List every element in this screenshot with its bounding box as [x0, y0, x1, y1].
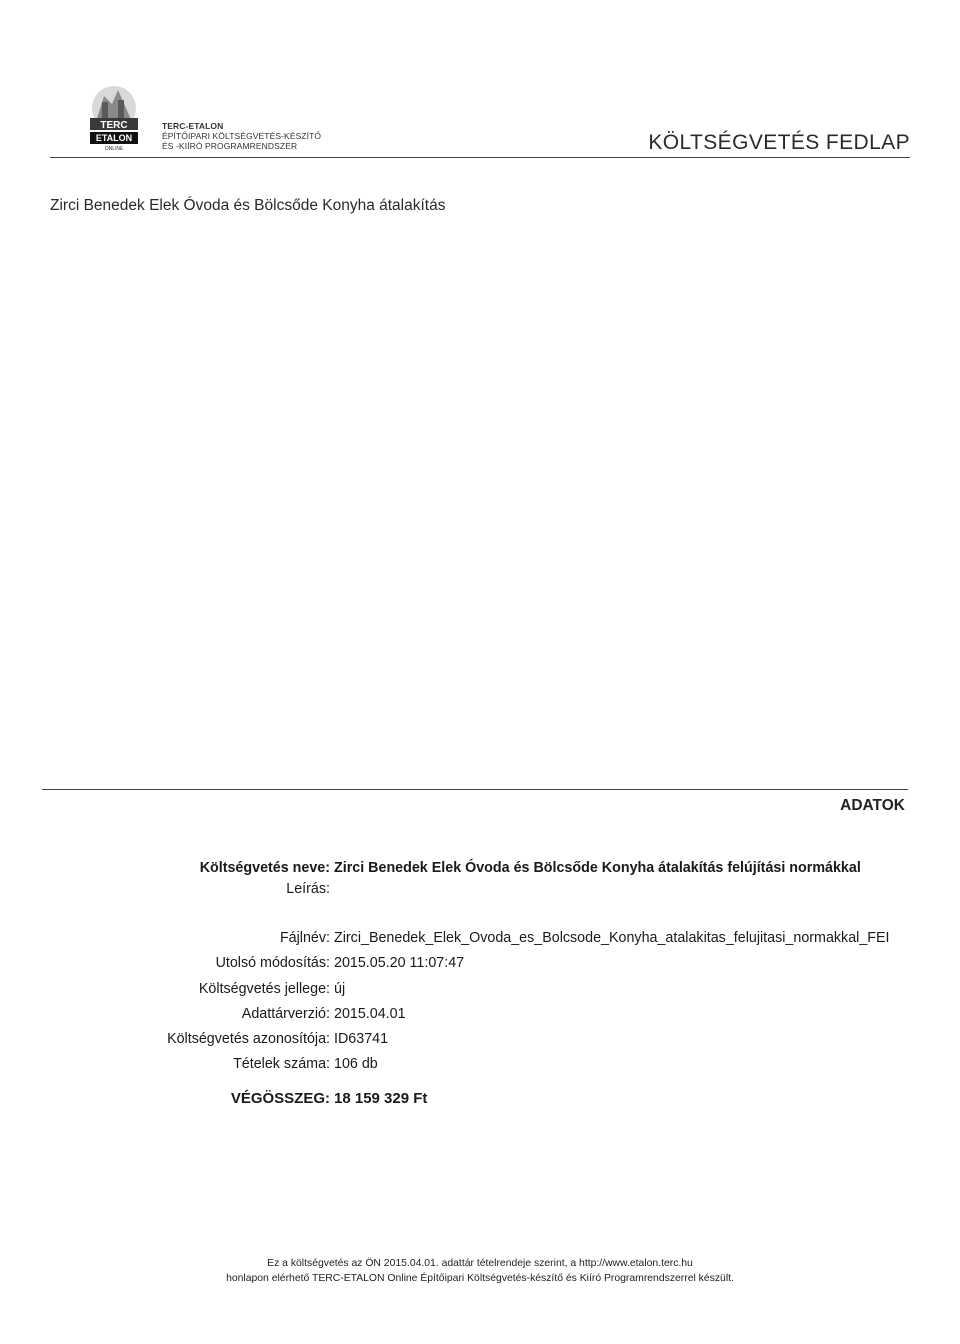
- grand-total-value: 18 159 329 Ft: [334, 1090, 428, 1107]
- budget-kind-label: Költségvetés jellege:: [198, 981, 330, 997]
- field-row-item-count: [0, 1056, 960, 1078]
- item-count-value: 106 db: [334, 1056, 378, 1072]
- footer-note-line-2: honlapon elérhető TERC-ETALON Online Építőipari Költségvetés-készítő és Kiíró Programrendszerrel készült.: [226, 1273, 734, 1284]
- item-count-label: Tételek száma:: [233, 1056, 330, 1072]
- field-row-grand-total: [0, 1090, 960, 1112]
- data-version-label: Adattárverzió:: [241, 1006, 330, 1022]
- brand-name: TERC-ETALON: [162, 121, 224, 131]
- budget-id-label: Költségvetés azonosítója:: [167, 1031, 330, 1047]
- field-row-budget-id: [0, 1031, 960, 1053]
- brand-tagline-1: ÉPÍTŐIPARI KÖLTSÉGVETÉS-KÉSZÍTŐ: [162, 131, 322, 141]
- last-modified-label: Utolsó módosítás:: [215, 955, 330, 971]
- field-row-description: [0, 881, 960, 903]
- filename-value: Zirci_Benedek_Elek_Ovoda_es_Bolcsode_Konyha_atalakitas_felujitasi_normakkal_FEI: [334, 930, 890, 946]
- field-row-last-modified: [0, 955, 960, 977]
- svg-text:ETALON: ETALON: [95, 133, 133, 143]
- footer-note-line-1: Ez a költségvetés az ÖN 2015.04.01. adattár tételrendeje szerint, a http://www.etalon.terc.hu: [267, 1258, 693, 1269]
- building-logo-icon: [82, 82, 146, 152]
- description-label: Leírás:: [286, 881, 330, 897]
- grand-total-label: VÉGÖSSZEG:: [230, 1090, 330, 1107]
- svg-text:ONLINE: ONLINE: [104, 146, 124, 152]
- data-section-heading: ADATOK: [840, 797, 905, 814]
- field-row-budget-name: [0, 860, 960, 882]
- terc-etalon-logo: [82, 82, 146, 152]
- brand-tagline-2: ÉS -KIÍRÓ PROGRAMRENDSZER: [162, 141, 298, 151]
- last-modified-value: 2015.05.20 11:07:47: [334, 955, 465, 971]
- budget-kind-value: új: [334, 981, 346, 997]
- field-row-data-version: [0, 1006, 960, 1028]
- field-row-budget-kind: [0, 981, 960, 1003]
- svg-text:TERC: TERC: [100, 120, 128, 131]
- budget-name-value: Zirci Benedek Elek Óvoda és Bölcsőde Konyha átalakítás felújítási normákkal: [334, 860, 861, 876]
- filename-label: Fájlnév:: [279, 930, 330, 946]
- document-title: KÖLTSÉGVETÉS FEDLAP: [648, 131, 910, 154]
- budget-id-value: ID63741: [334, 1031, 389, 1047]
- data-version-value: 2015.04.01: [334, 1006, 406, 1022]
- budget-name-label: Költségvetés neve:: [199, 860, 330, 876]
- data-section-divider: [42, 789, 908, 790]
- project-title: Zirci Benedek Elek Óvoda és Bölcsőde Konyha átalakítás: [50, 197, 446, 214]
- header-divider: [50, 157, 910, 158]
- field-row-filename: [0, 930, 960, 952]
